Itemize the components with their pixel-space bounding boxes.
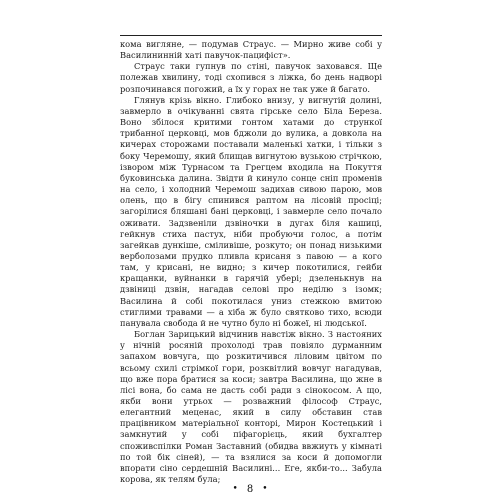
page-number: 8 (246, 484, 254, 495)
header-rule (120, 35, 382, 36)
paragraph: Боглан Зарицький відчинив навстіж вікно. З настояних у нічній росяній прохолоді трав повіяло дурманним запахом вовчуга, що розкитичився ліловим цвітом по всьому схилі стрімкої гори, розквітлий вовчуг нагадував, що вже пора братися за коси; завтра Василина, що жне в лісі вона, бо сама не дасть собі ради з сінокосом. А що, якби вони утрьох — розважний філософ Страус, елегантний меценас, який в силу обставин став працівником матеріальної конторі, Мирон Костецький і замкнутий у собі пiфагорiєць, який бухгалтер споживспілки Роман Заставний (обидва ввжиуть у кімнаті по той бік сіней), — та взялися за коси й допомогли впорати сіно сердешній Василині... Еге, якби-то... Забула корова, як телям була; (120, 329, 382, 485)
body-text (120, 39, 382, 485)
paragraph: кома вигляне, — подумав Страус. — Мирно живе собі у Василининній хаті павучок-пацифіст». (120, 39, 382, 61)
bullet-icon: • (232, 484, 238, 494)
paragraph: Глянув крізь вікно. Глибоко внизу, у вигнутій долині, завмерло в очікуванні свята гірське село Біла Береза. Воно збілося критими гонтом хатами до стрункої трибанної церковці, мов бджоли до вулика, а довкола на кичерах сторожами поставали маленькі хатки, і тільки з боку Черемошу, який блищав вигнутою вузькою стрічкою, ізвором між Турнасом та Грегцем входила на Покуття буковинська далина. Звідти й кинуло сонце сніп променів на село, і холодний Черемош задихав сивою парою, мов олень, що в бігу спинився раптом на лісовій просіці; загорілися бляшані бані церковці, і завмерле село почало оживати. Задзвеніли дзвіночки в дугах біля кашиці, гейкнув стиха пастух, ніби пробуючи голос, а потім загейкав дункіше, сміливіше, розкуто; он понад низькими верболозами прудко пливла крисаня з павою — а кого там, у крисані, не видно; з кичер покотилися, гейби кращанки, вуйнанки в гарячій уберi; дзеленькнув на дзвіниці дзвін, нагадав селові про неділю з ізомк; Василина й собі покотилася униз стежкою вмитою стиглими травами — а хіба ж було святково тихо, всюди панувала свобода й не чутно було ні божеї, ні людської. (120, 94, 382, 328)
paragraph: Страус таки гупнув по стіні, павучок заховався. Ще полежав хвилину, тоді схопився з ліжка, бо день надворі розпочинався погожий, а їх у горах не так уже й багато. (120, 61, 382, 94)
bullet-icon: • (262, 484, 268, 494)
book-page (120, 35, 382, 485)
page-footer (0, 484, 500, 495)
